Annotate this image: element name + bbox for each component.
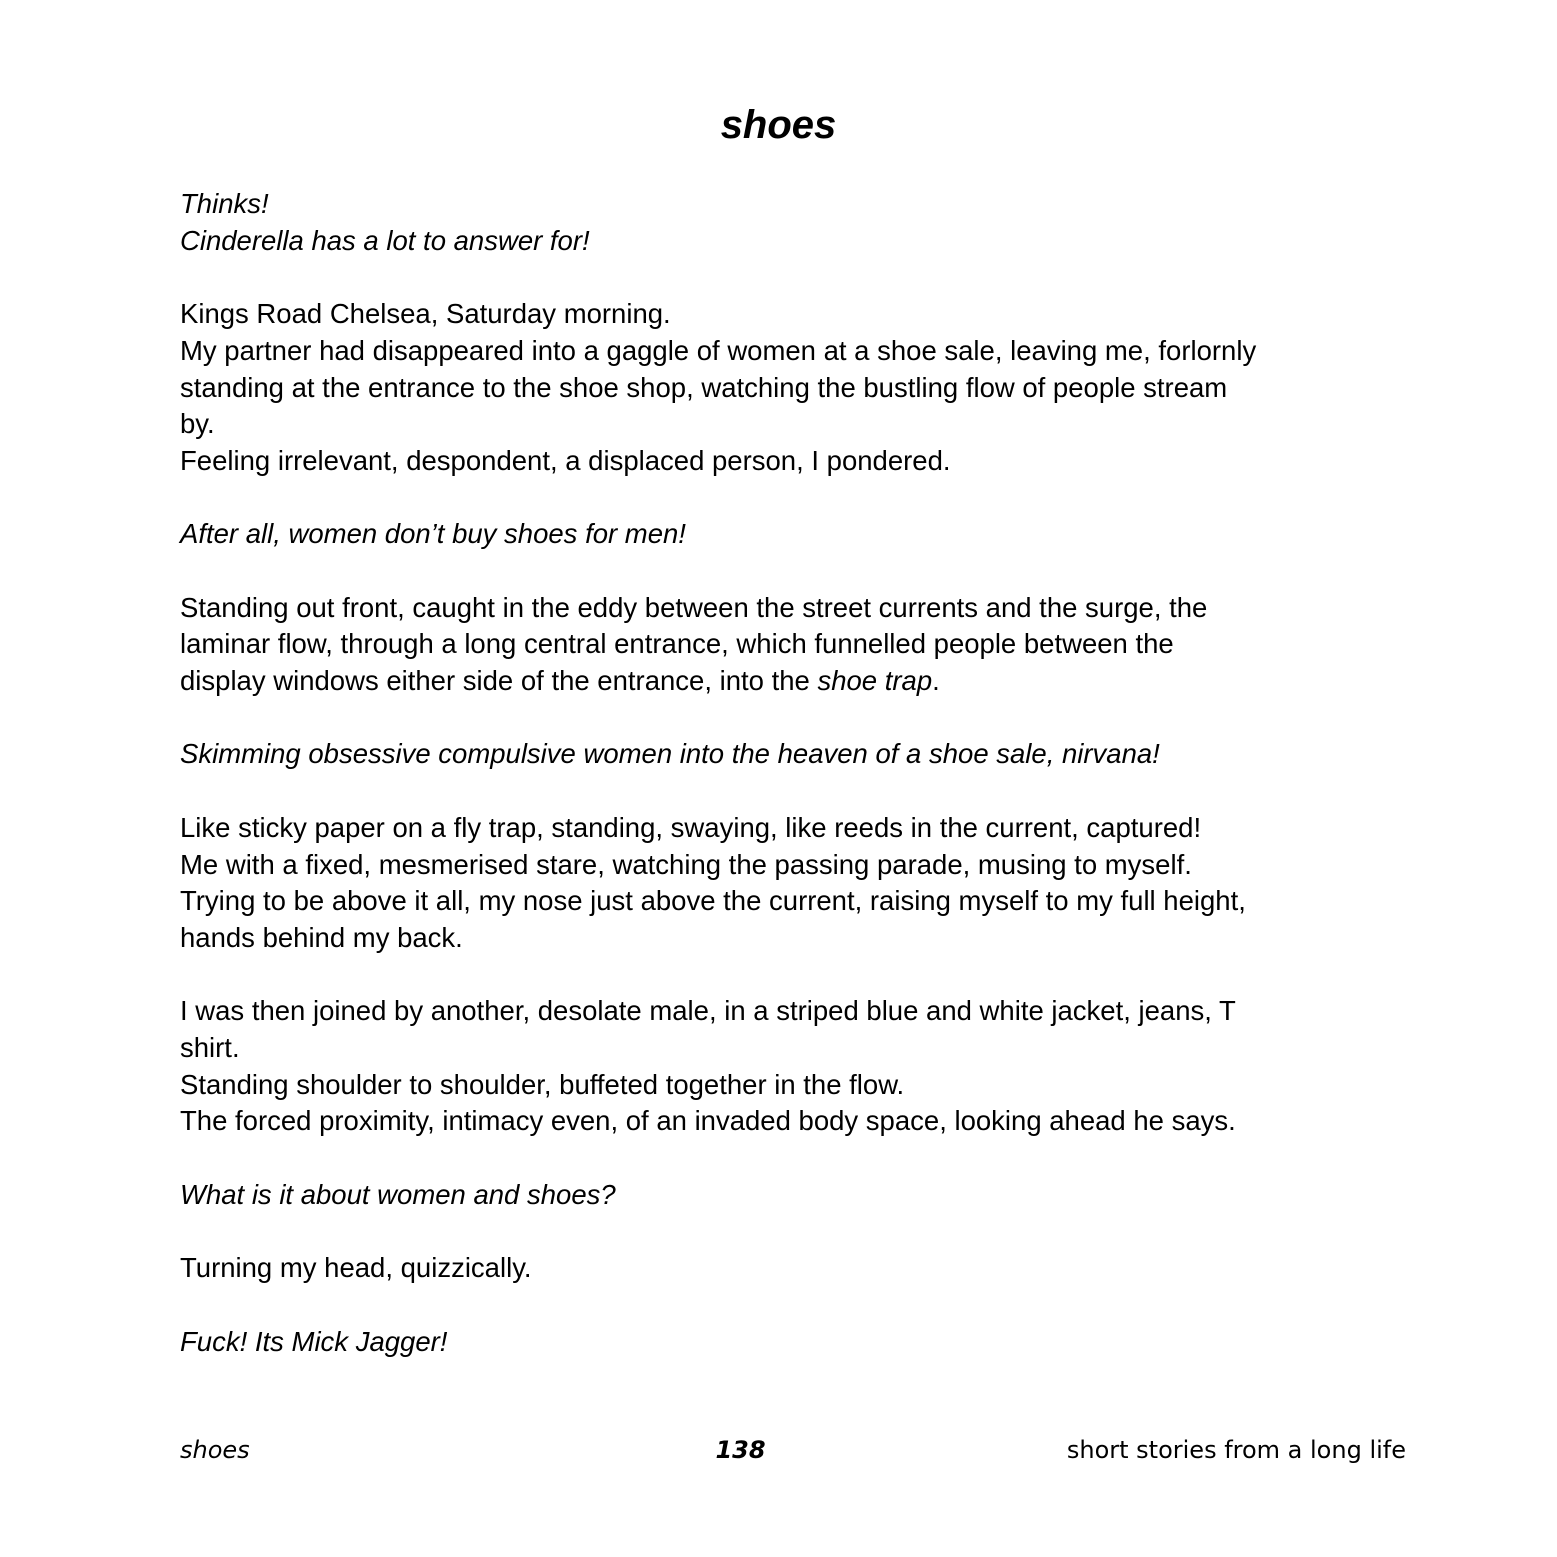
text-line: After all, women don’t buy shoes for men! xyxy=(180,518,686,550)
footer-chapter-title: shoes xyxy=(180,1436,250,1464)
text-line: The forced proximity, intimacy even, of an invaded body space, looking ahead he says. xyxy=(180,1105,1236,1137)
text-line: by. xyxy=(180,408,215,440)
paragraph-thinks xyxy=(180,186,1400,259)
paragraph-skimming xyxy=(180,736,1400,773)
text-line: Like sticky paper on a fly trap, standing, swaying, like reeds in the current, captured! xyxy=(180,811,1202,843)
text-segment: . xyxy=(932,665,940,697)
paragraph-mick-jagger xyxy=(180,1324,1400,1361)
text-line: My partner had disappeared into a gaggle of women at a shoe sale, leaving me, forlornly xyxy=(180,334,1257,366)
paragraph-what-is-it xyxy=(180,1177,1400,1214)
paragraph-kings-road xyxy=(180,296,1400,480)
text-line xyxy=(180,663,1400,700)
text-line: shirt. xyxy=(180,1032,240,1064)
text-line: Me with a fixed, mesmerised stare, watching the passing parade, musing to myself. xyxy=(180,848,1192,880)
footer-page-number: 138 xyxy=(715,1436,766,1464)
paragraph-desolate-male xyxy=(180,993,1400,1140)
text-line: Trying to be above it all, my nose just above the current, raising myself to my full height, xyxy=(180,885,1246,917)
text-line: laminar flow, through a long central entrance, which funnelled people between the xyxy=(180,628,1174,660)
text-line: Cinderella has a lot to answer for! xyxy=(180,224,590,256)
text-line: Kings Road Chelsea, Saturday morning. xyxy=(180,298,671,330)
paragraph-standing-out-front xyxy=(180,590,1400,700)
text-line: Fuck! Its Mick Jagger! xyxy=(180,1325,448,1357)
footer-book-title: short stories from a long life xyxy=(1066,1436,1406,1464)
story-body xyxy=(180,186,1400,1397)
text-segment: display windows either side of the entrance, into the xyxy=(180,665,818,697)
text-line: hands behind my back. xyxy=(180,921,463,953)
text-line: Thinks! xyxy=(180,188,269,219)
text-line: Standing shoulder to shoulder, buffeted together in the flow. xyxy=(180,1068,905,1100)
text-line: Turning my head, quizzically. xyxy=(180,1252,532,1284)
text-line: Feeling irrelevant, despondent, a displaced person, I pondered. xyxy=(180,444,951,476)
text-line: Standing out front, caught in the eddy between the street currents and the surge, the xyxy=(180,591,1208,623)
text-line: What is it about women and shoes? xyxy=(180,1178,616,1210)
emphasis-shoe-trap: shoe trap xyxy=(817,665,933,697)
paragraph-after-all xyxy=(180,516,1400,553)
text-line: Skimming obsessive compulsive women into the heaven of a shoe sale, nirvana! xyxy=(180,738,1160,770)
story-title: shoes xyxy=(720,103,837,147)
paragraph-turning-head xyxy=(180,1250,1400,1287)
text-line: I was then joined by another, desolate male, in a striped blue and white jacket, jeans, T xyxy=(180,995,1236,1027)
paragraph-sticky-paper xyxy=(180,810,1400,957)
text-line: standing at the entrance to the shoe shop, watching the bustling flow of people stream xyxy=(180,371,1228,403)
